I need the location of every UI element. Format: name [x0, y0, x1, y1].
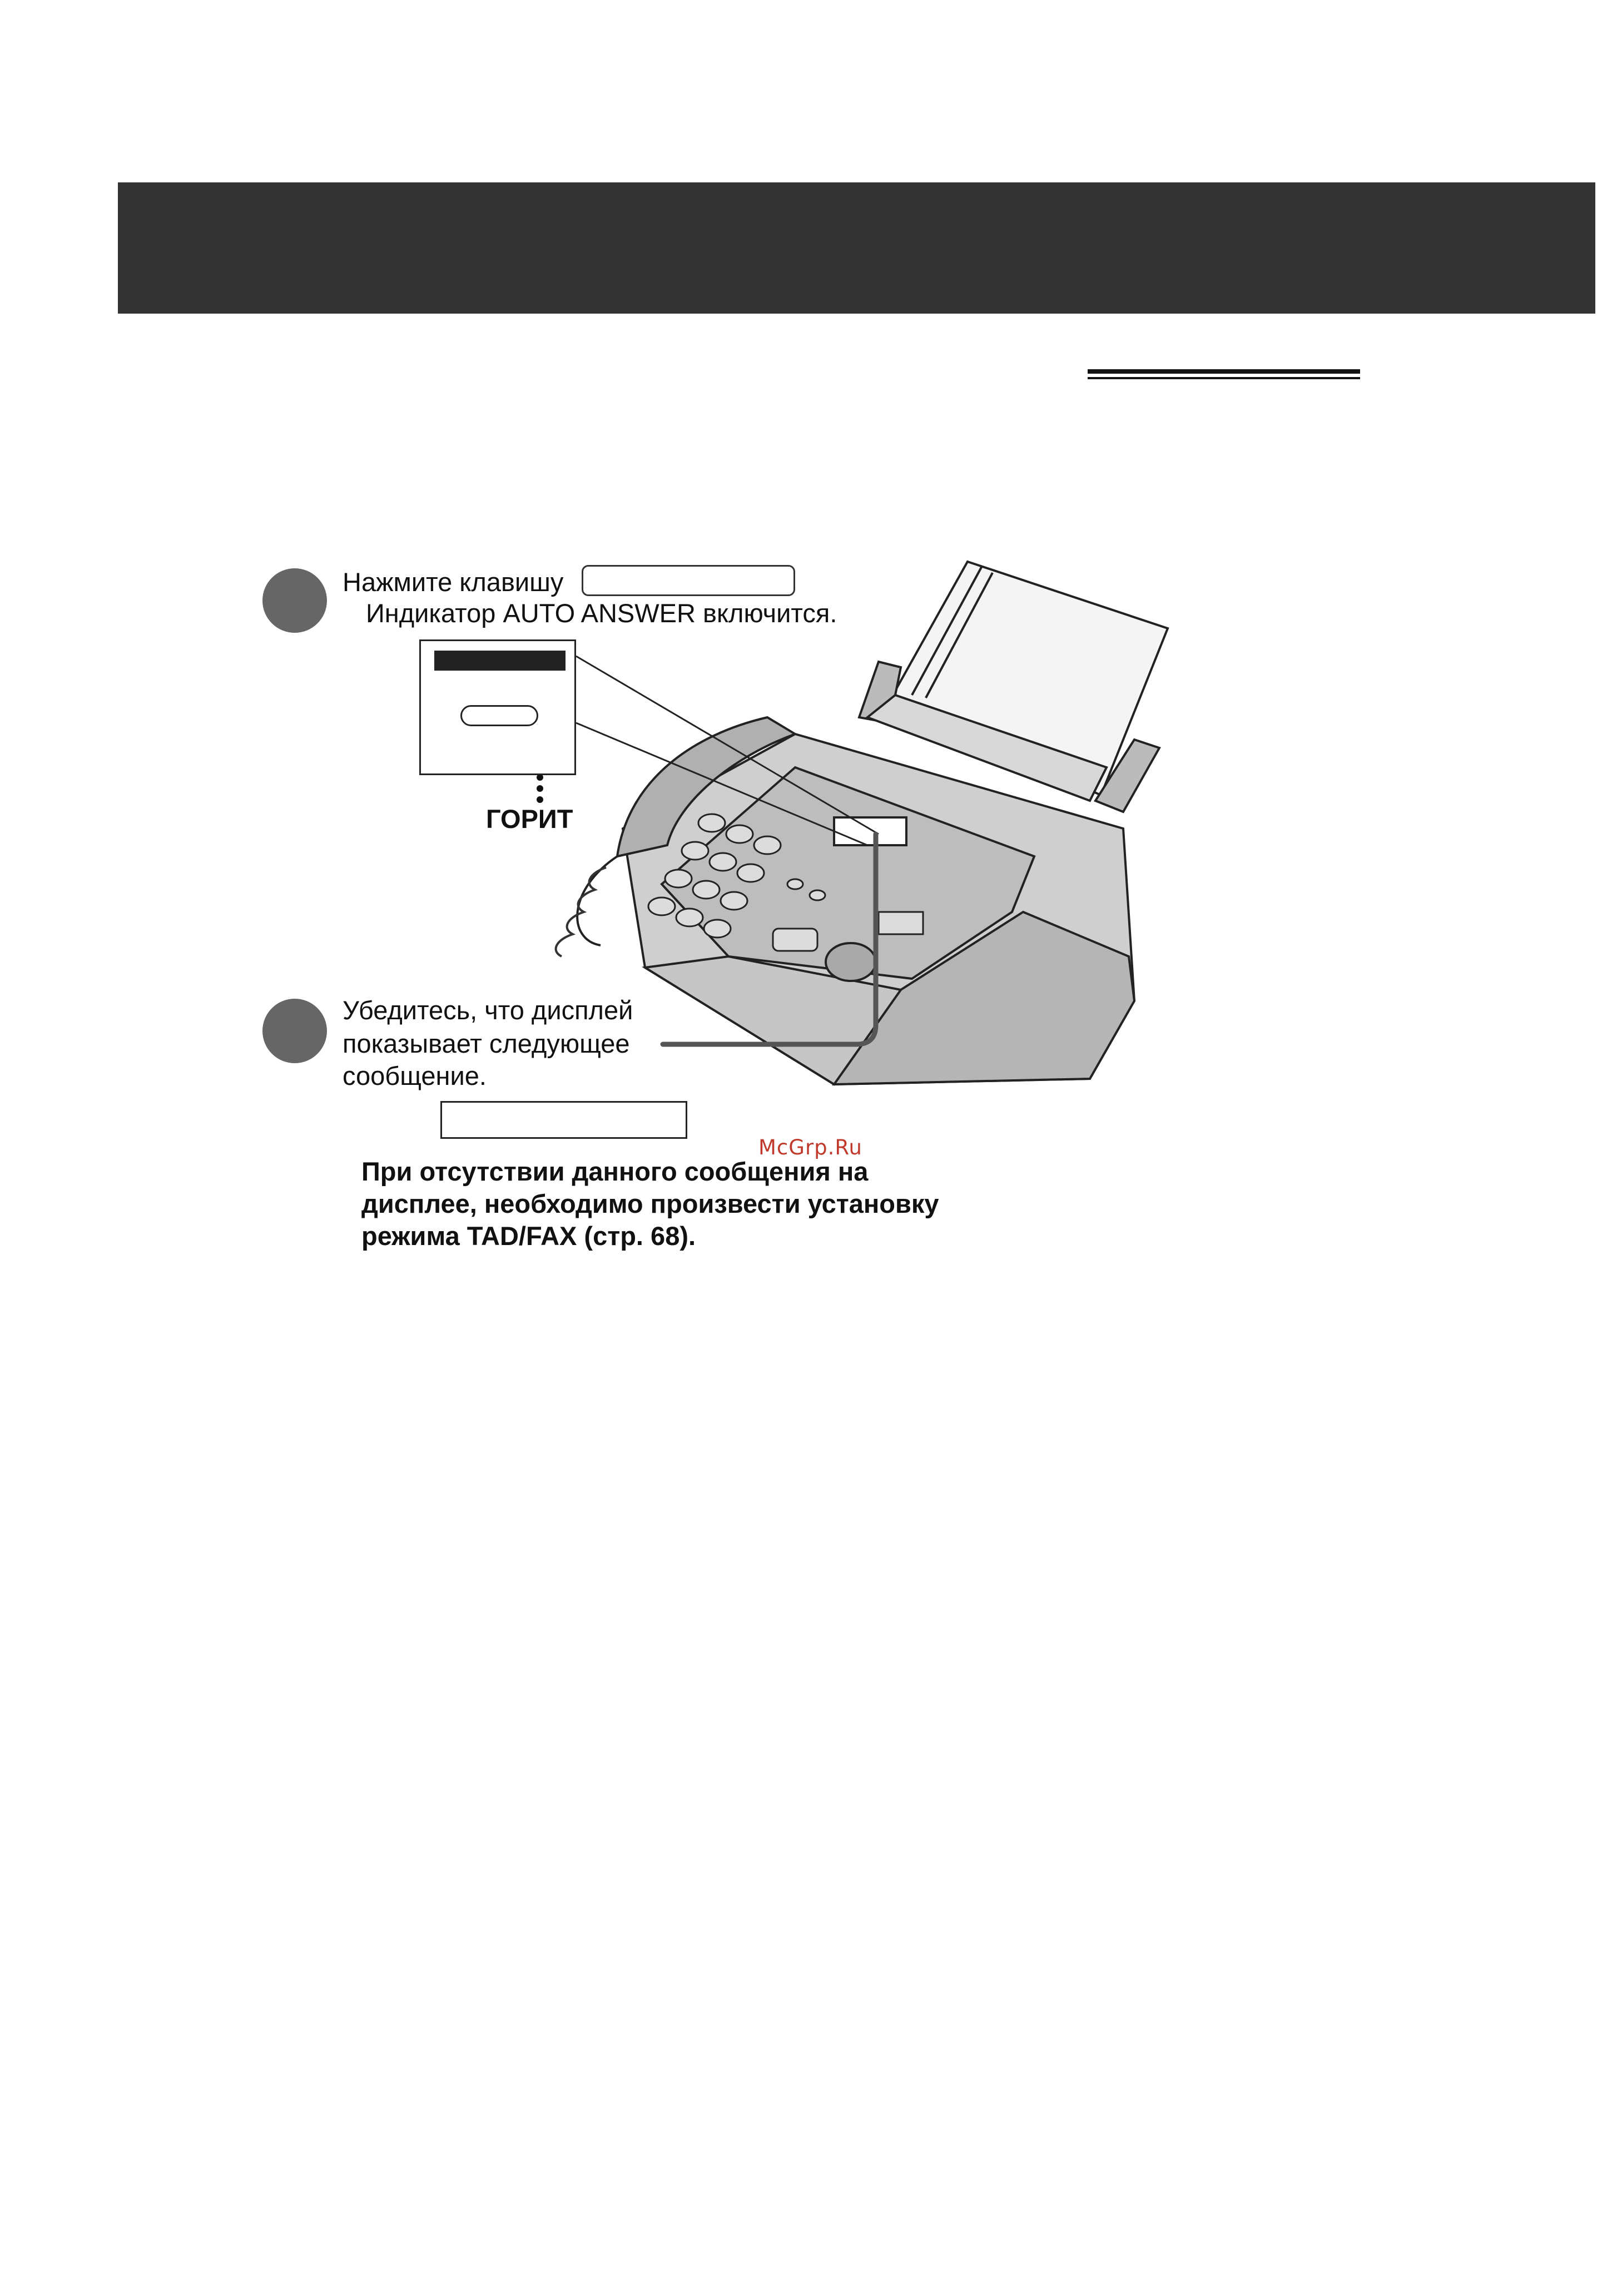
display-message-box	[440, 1101, 687, 1139]
step-1-marker	[262, 568, 327, 633]
step-2-line-3: сообщение.	[343, 1061, 487, 1090]
step-1-note: Индикатор AUTO ANSWER включится.	[366, 598, 837, 628]
auto-answer-key-box	[582, 565, 795, 596]
step-2-line-1: Убедитесь, что дисплей	[343, 995, 633, 1025]
step-1-instruction: Нажмите клавишу	[343, 567, 564, 597]
warning-line-3: режима TAD/FAX (стр. 68).	[361, 1221, 696, 1251]
warning-line-2: дисплее, необходимо произвести установку	[361, 1189, 939, 1218]
indicator-lit-label: ГОРИТ	[486, 804, 573, 834]
step-2-marker	[262, 999, 327, 1063]
warning-line-1: При отсутствии данного сообщения на	[361, 1157, 869, 1186]
inset-label-bar	[434, 651, 566, 671]
step-2-line-2: показывает следующее	[343, 1029, 630, 1058]
inset-auto-answer-button	[460, 705, 538, 726]
watermark: McGrp.Ru	[758, 1135, 862, 1159]
